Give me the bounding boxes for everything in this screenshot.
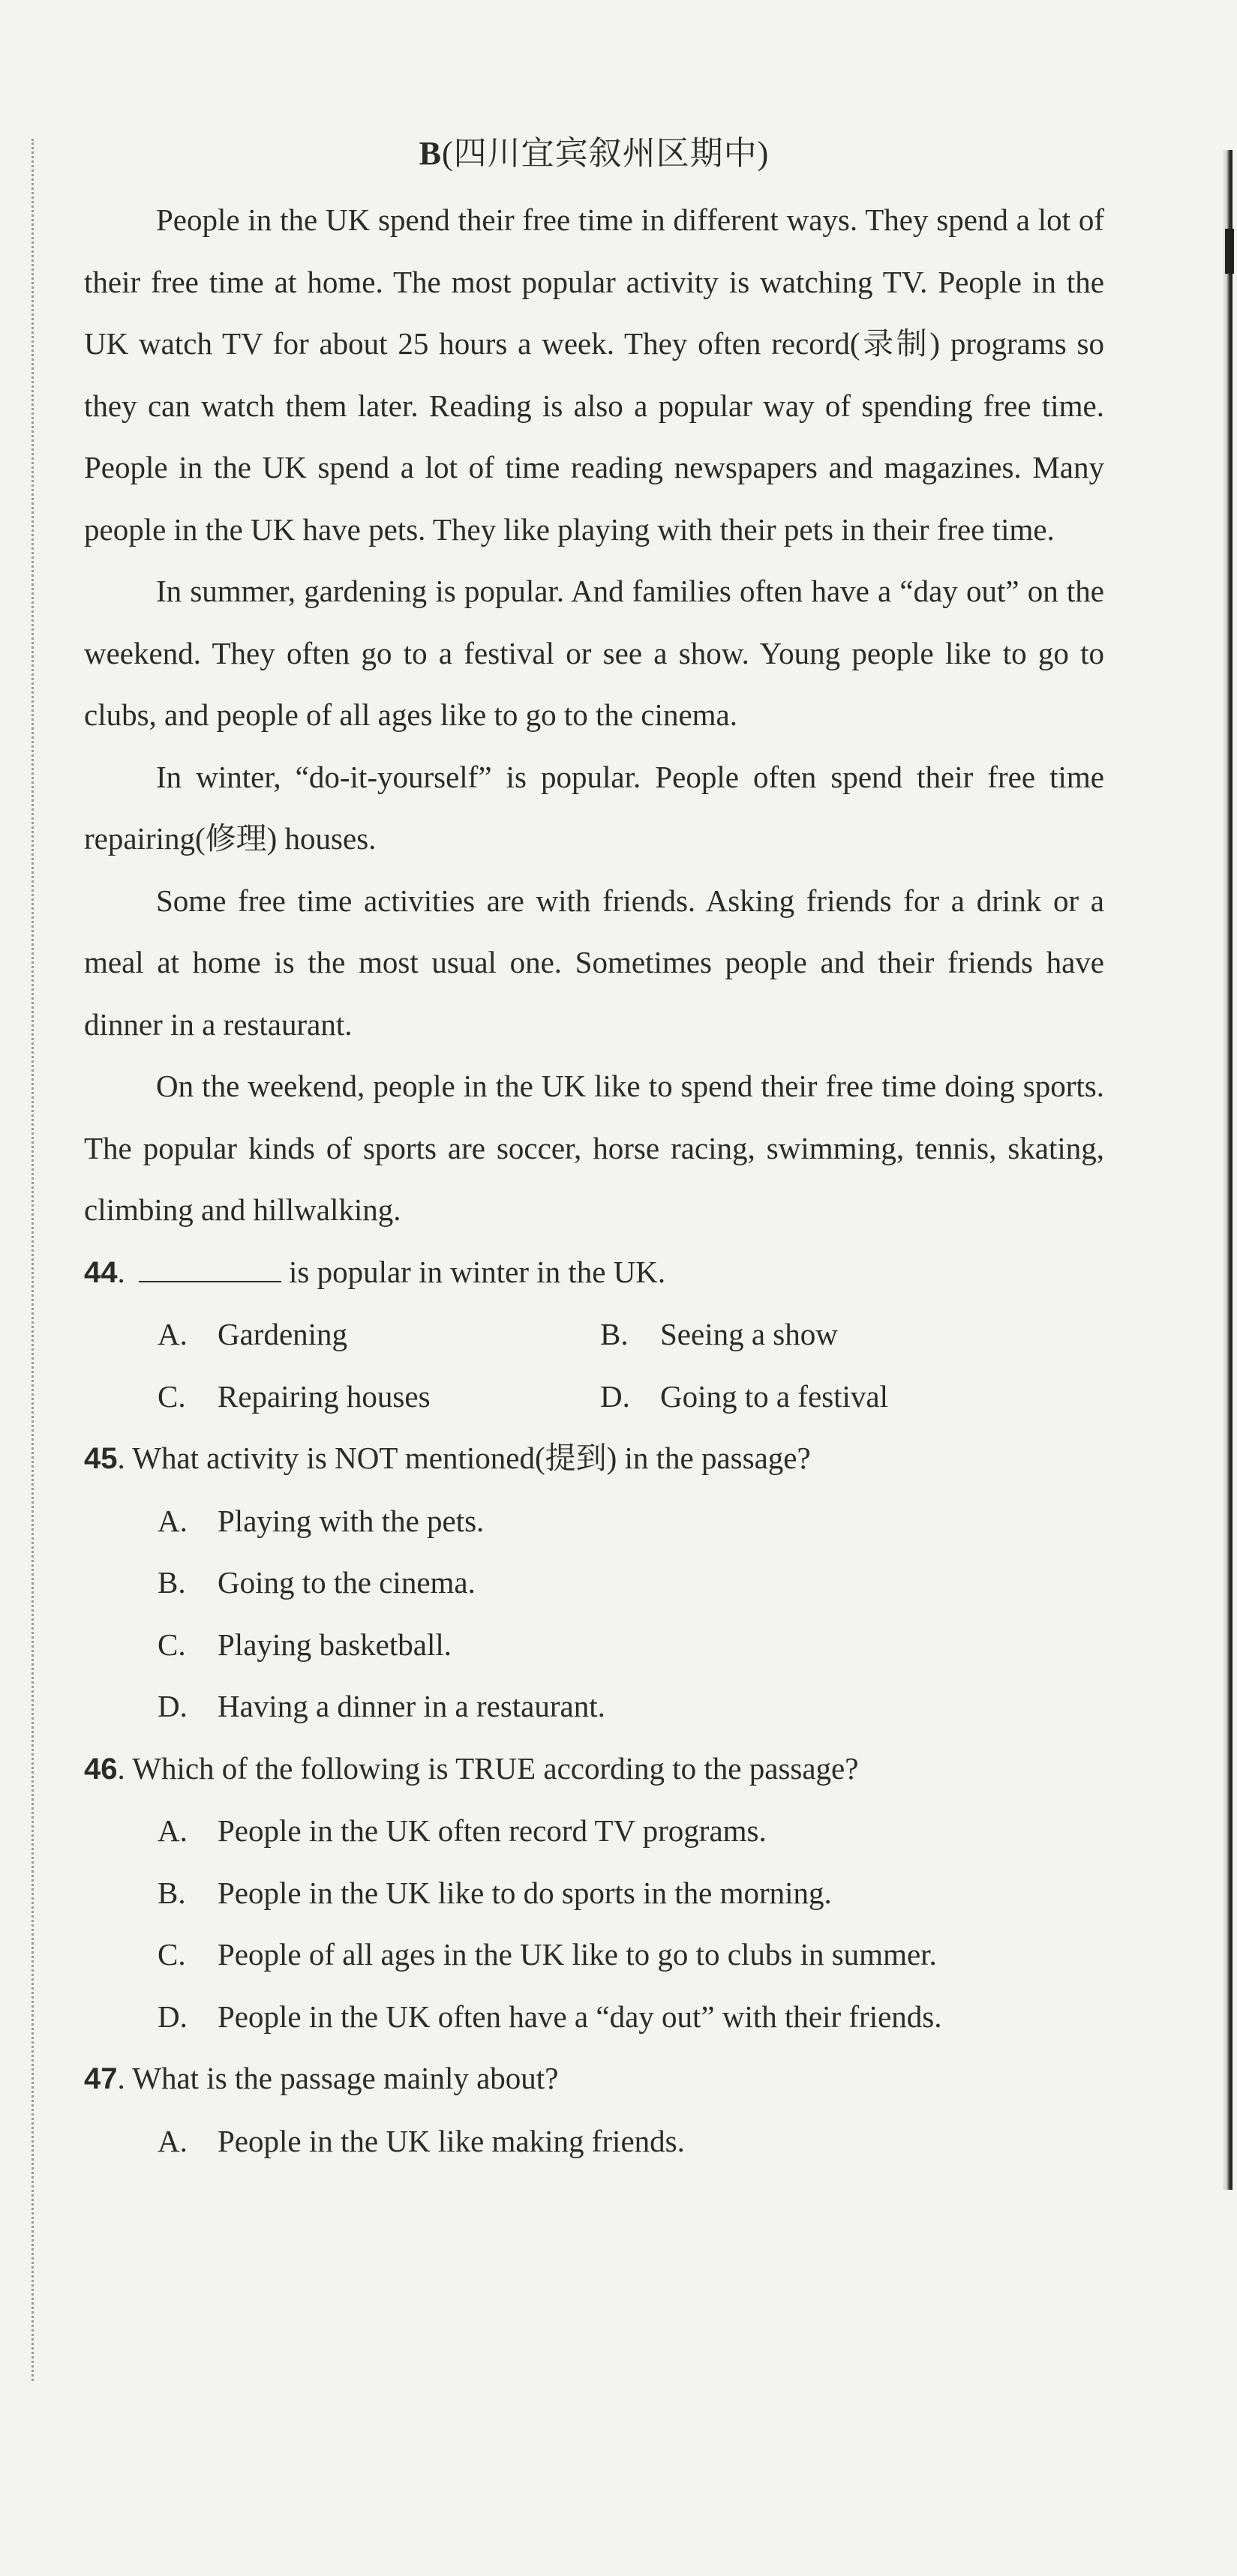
options-list — [84, 1490, 1104, 1738]
option-c[interactable] — [158, 1924, 1104, 1986]
options-grid — [84, 1303, 1104, 1427]
options-list — [84, 2110, 1104, 2173]
option-text: Gardening — [218, 1317, 348, 1351]
option-text: People of all ages in the UK like to go to clubs in summer. — [218, 1937, 937, 1972]
option-b[interactable] — [158, 1862, 1104, 1924]
question-text: What is the passage mainly about? — [132, 2061, 559, 2095]
option-letter: A. — [158, 1503, 188, 1538]
section-source: (四川宜宾叙州区期中) — [442, 135, 770, 172]
question-stem: 47. What is the passage mainly about? — [84, 2061, 559, 2095]
question-47 — [84, 2047, 1104, 2172]
option-b[interactable] — [600, 1303, 1043, 1366]
passage-paragraph: On the weekend, people in the UK like to spend their free time doing sports. The popular kinds of sports are soccer, horse racing, swimming, tennis, skating, climbing and hillwalking. — [84, 1069, 1104, 1227]
question-45 — [84, 1427, 1104, 1738]
option-c[interactable] — [158, 1614, 1104, 1676]
fold-dotted-line — [32, 139, 34, 2381]
worksheet-page — [84, 133, 1104, 2172]
option-letter: C. — [158, 1627, 186, 1662]
passage-paragraph: People in the UK spend their free time in different ways. They spend a lot of their free time at home. The most popular activity is watching TV. People in the UK watch TV for about 25 hours a week. They often record(录制) programs so they can watch them later. Reading is also a popular way of spending free time. People in the UK spend a lot of time reading newspapers and magazines. Many people in the UK have pets. They like playing with their pets in their free time. — [84, 202, 1104, 547]
question-46 — [84, 1738, 1104, 2048]
question-stem: 44. is popular in winter in the UK. — [84, 1254, 666, 1289]
option-d[interactable] — [158, 1675, 1104, 1738]
option-text: Seeing a show — [660, 1317, 838, 1351]
option-c[interactable] — [158, 1366, 600, 1428]
option-text: People in the UK like to do sports in the morning. — [218, 1875, 832, 1910]
option-letter: C. — [158, 1937, 186, 1972]
question-text: is popular in winter in the UK. — [289, 1254, 666, 1289]
answer-blank[interactable] — [139, 1258, 281, 1282]
option-text: Playing basketball. — [218, 1627, 452, 1662]
question-text: What activity is NOT mentioned(提到) in the passage? — [132, 1441, 811, 1475]
question-44 — [84, 1241, 1104, 1428]
passage-paragraph: In winter, “do-it-yourself” is popular. People often spend their free time repairing(修理) houses. — [84, 759, 1104, 856]
option-text: Playing with the pets. — [218, 1503, 485, 1538]
question-number: 47 — [84, 2062, 118, 2095]
option-a[interactable] — [158, 1303, 600, 1366]
question-number: 46 — [84, 1752, 118, 1786]
question-stem: 45. What activity is NOT mentioned(提到) in the passage? — [84, 1441, 811, 1475]
option-letter: D. — [158, 1999, 188, 2034]
option-letter: A. — [158, 2123, 188, 2158]
option-b[interactable] — [158, 1552, 1104, 1614]
option-text: People in the UK like making friends. — [218, 2123, 685, 2158]
option-text: Repairing houses — [218, 1378, 431, 1414]
reading-passage — [84, 189, 1104, 1241]
question-number: 44 — [84, 1255, 118, 1289]
option-text: People in the UK often have a “day out” with their friends. — [218, 1999, 942, 2034]
option-letter: A. — [158, 1317, 188, 1351]
section-letter: B — [419, 135, 443, 172]
question-stem: 46. Which of the following is TRUE according to the passage? — [84, 1750, 859, 1786]
option-a[interactable] — [158, 1490, 1104, 1552]
option-a[interactable] — [158, 1800, 1104, 1862]
option-letter: C. — [158, 1378, 186, 1414]
option-text: Having a dinner in a restaurant. — [218, 1689, 605, 1723]
binding-mark — [1225, 229, 1234, 274]
option-letter: D. — [600, 1378, 630, 1414]
book-binding-edge — [1222, 150, 1232, 2190]
passage-paragraph: Some free time activities are with friends. Asking friends for a drink or a meal at home is the most usual one. Sometimes people and their friends have dinner in a restaurant. — [84, 883, 1104, 1042]
option-d[interactable] — [600, 1366, 1043, 1428]
passage-paragraph: In summer, gardening is popular. And families often have a “day out” on the weekend. They often go to a festival or see a show. Young people like to go to clubs, and people of all ages like to go to the cinema. — [84, 574, 1104, 732]
question-number: 45 — [84, 1442, 118, 1475]
option-text: Going to a festival — [660, 1378, 889, 1414]
option-text: Going to the cinema. — [218, 1565, 476, 1600]
option-letter: D. — [158, 1689, 188, 1723]
option-letter: B. — [600, 1317, 629, 1351]
question-text: Which of the following is TRUE according to the passage? — [132, 1750, 859, 1786]
section-title — [84, 133, 1104, 174]
option-a[interactable] — [158, 2110, 1104, 2173]
option-d[interactable] — [158, 1986, 1104, 2048]
options-list — [84, 1800, 1104, 2047]
option-text: People in the UK often record TV programs. — [218, 1813, 767, 1848]
option-letter: B. — [158, 1565, 186, 1600]
option-letter: B. — [158, 1875, 186, 1910]
option-letter: A. — [158, 1813, 188, 1848]
